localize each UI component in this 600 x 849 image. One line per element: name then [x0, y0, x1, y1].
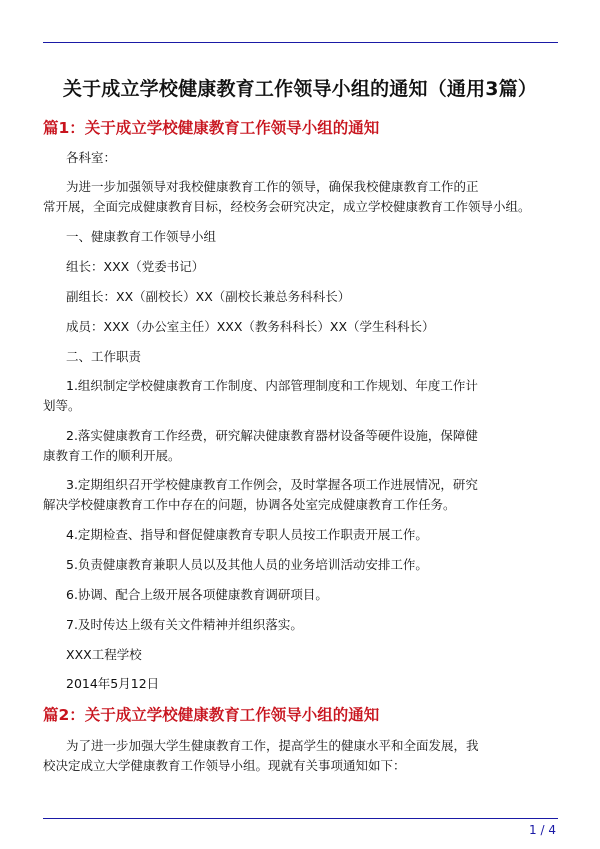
part-2-heading: 二、工作职责	[66, 349, 142, 364]
section-1-heading: 篇1：关于成立学校健康教育工作领导小组的通知	[43, 119, 380, 137]
signature: XXX工程学校	[66, 647, 142, 662]
page-indicator: 1 / 4	[529, 823, 556, 837]
duty-7: 7.及时传达上级有关文件精神并组织落实。	[66, 617, 303, 632]
salutation: 各科室：	[66, 150, 117, 165]
header-rule	[43, 42, 558, 43]
duty-5: 5.负责健康教育兼职人员以及其他人员的业务培训活动安排工作。	[66, 557, 428, 572]
document-title: 关于成立学校健康教育工作领导小组的通知（通用3篇）	[62, 78, 538, 100]
duty-2-line-2: 康教育工作的顺利开展。	[43, 448, 181, 463]
intro-line-2: 常开展，全面完成健康教育目标，经校务会研究决定，成立学校健康教育工作领导小组。	[43, 199, 531, 214]
section-2-heading: 篇2：关于成立学校健康教育工作领导小组的通知	[43, 706, 380, 724]
duty-4: 4.定期检查、指导和督促健康教育专职人员按工作职责开展工作。	[66, 527, 428, 542]
duty-3-line-1: 3.定期组织召开学校健康教育工作例会，及时掌握各项工作进展情况，研究	[66, 477, 478, 492]
duty-6: 6.协调、配合上级开展各项健康教育调研项目。	[66, 587, 328, 602]
section-2-intro-line-1: 为了进一步加强大学生健康教育工作，提高学生的健康水平和全面发展，我	[66, 738, 479, 753]
intro-line-1: 为进一步加强领导对我校健康教育工作的领导，确保我校健康教育工作的正	[66, 179, 479, 194]
leader-line: 组长：XXX（党委书记）	[66, 259, 205, 274]
members-line: 成员：XXX（办公室主任）XXX（教务科科长）XX（学生科科长）	[66, 319, 435, 334]
duty-3-line-2: 解决学校健康教育工作中存在的问题，协调各处室完成健康教育工作任务。	[43, 497, 456, 512]
part-1-heading: 一、健康教育工作领导小组	[66, 229, 217, 244]
duty-1-line-1: 1.组织制定学校健康教育工作制度、内部管理制度和工作规划、年度工作计	[66, 378, 478, 393]
duty-2-line-1: 2.落实健康教育工作经费，研究解决健康教育器材设备等硬件设施，保障健	[66, 428, 478, 443]
duty-1-line-2: 划等。	[43, 398, 81, 413]
footer-rule	[43, 818, 558, 819]
section-2-intro-line-2: 校决定成立大学健康教育工作领导小组。现就有关事项通知如下：	[43, 758, 406, 773]
date: 2014年5月12日	[66, 676, 160, 691]
deputy-leader-line: 副组长：XX（副校长）XX（副校长兼总务科科长）	[66, 289, 351, 304]
